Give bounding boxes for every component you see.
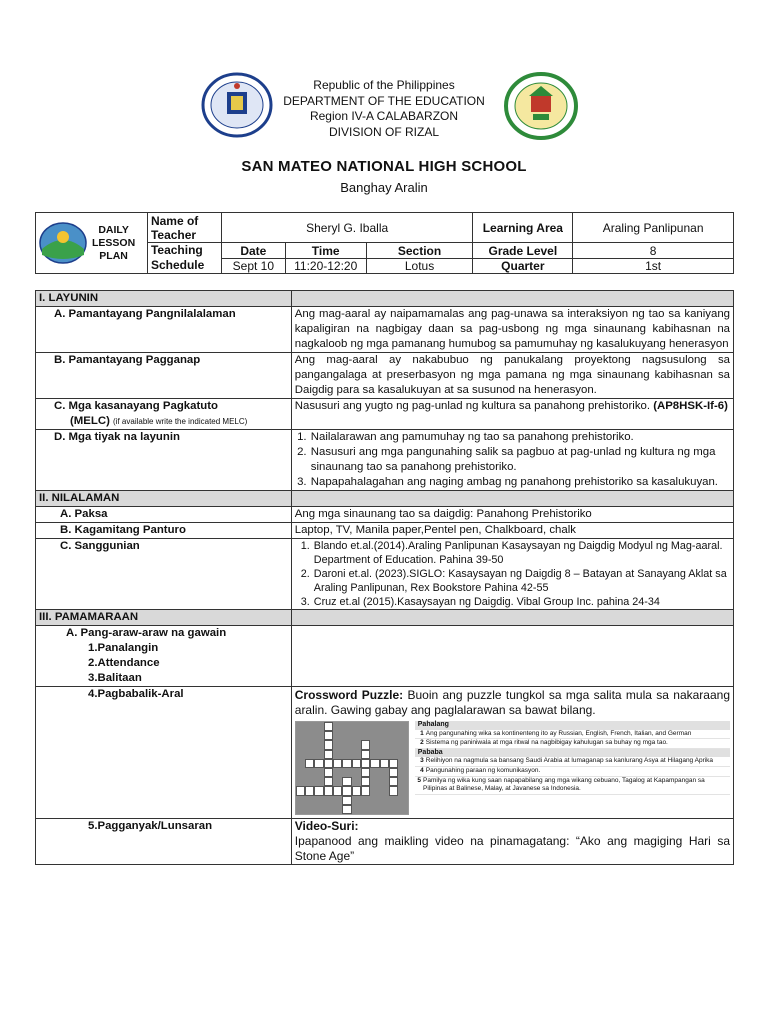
layunin-c-label: C. Mga kasanayang Pagkatuto (54, 400, 218, 412)
layunin-c-value (291, 399, 733, 430)
dlp-label-daily: DAILY (98, 223, 129, 236)
crossword-cell (342, 722, 351, 731)
lesson-info-table (35, 212, 734, 274)
quarter-value: 1st (573, 259, 734, 274)
crossword-cell (380, 722, 389, 731)
layunin-c-text: Nasusuri ang yugto ng pag-unlad ng kultura sa panahong prehistoriko. (294, 400, 651, 412)
layunin-c-code: (AP8HSK-If-6) (653, 400, 728, 412)
reference-item-1: 1. Blando et.al.(2014).Araling Panlipunan Kasaysayan ng Daigdig Modyul ng Mag-aaral. Department of Education. Pahina 39-50 (313, 539, 730, 567)
section-nilalaman-title: II. NILALAMAN (36, 491, 292, 507)
crossword-cell[interactable] (389, 786, 398, 795)
crossword-cell[interactable] (352, 759, 361, 768)
header-line-4: DIVISION OF RIZAL (328, 124, 439, 139)
crossword-cell (291, 687, 733, 819)
crossword-cell (324, 805, 333, 814)
crossword-cell (398, 786, 407, 795)
name-label: Name of Teacher (147, 213, 221, 243)
crossword-cell[interactable] (361, 750, 370, 759)
pamamaraan-a-label: A. Pang-araw-araw na gawain (66, 627, 227, 639)
layunin-c-cell (36, 399, 292, 430)
crossword-cell (380, 750, 389, 759)
routine-item-2: 2.Attendance (88, 657, 160, 669)
section-label: Section (366, 243, 473, 259)
crossword-cell[interactable] (305, 786, 314, 795)
crossword-cell (324, 796, 333, 805)
layunin-b-label: B. Pamantayang Pagganap (36, 353, 292, 399)
clue-text: Sistema ng paniniwala at mga ritwal na nagbibigay kahulugan sa buhay ng mga tao. (425, 739, 668, 747)
video-cell (291, 819, 733, 865)
crossword-cell (305, 777, 314, 786)
crossword-cell (352, 750, 361, 759)
crossword-cell[interactable] (324, 722, 333, 731)
crossword-cell[interactable] (305, 759, 314, 768)
crossword-cell (370, 731, 379, 740)
clue-number: 5 (417, 776, 422, 784)
grade-label: Grade Level (473, 243, 573, 259)
crossword-cell (370, 768, 379, 777)
step4-label: 4.Pagbabalik-Aral (36, 687, 292, 819)
crossword-cell (380, 768, 389, 777)
crossword-cell (296, 722, 305, 731)
crossword-cell (370, 777, 379, 786)
crossword-cell (361, 731, 370, 740)
header-line-2: DEPARTMENT OF THE EDUCATION (283, 93, 485, 108)
crossword-cell[interactable] (370, 759, 379, 768)
crossword-cell (389, 740, 398, 749)
pamamaraan-a-cell (36, 626, 292, 687)
crossword-cell (296, 759, 305, 768)
reference-item-3: 3. Cruz et.al (2015).Kasaysayan ng Daigdig. Vibal Group Inc. pahina 24-34 (313, 595, 730, 609)
crossword-cell (296, 796, 305, 805)
crossword-cell[interactable] (342, 759, 351, 768)
crossword-cell (333, 777, 342, 786)
crossword-cell (352, 722, 361, 731)
nilalaman-b-label: B. Kagamitang Panturo (36, 523, 292, 539)
objective-item-2: 2. Nasusuri ang mga pangunahing salik sa pagbuo at pag-unlad ng kultura ng mga sinaunang tao sa panahong prehistoriko. (310, 445, 730, 475)
crossword-cell[interactable] (342, 786, 351, 795)
crossword-cell (370, 750, 379, 759)
crossword-cell (398, 740, 407, 749)
crossword-cell (370, 786, 379, 795)
crossword-cell (333, 740, 342, 749)
crossword-cell (342, 731, 351, 740)
crossword-cell[interactable] (314, 759, 323, 768)
crossword-cell (305, 731, 314, 740)
date-label: Date (221, 243, 285, 259)
crossword-cell (380, 731, 389, 740)
crossword-cell (296, 731, 305, 740)
crossword-grid[interactable] (295, 721, 409, 815)
layunin-a-text: Ang mag-aaral ay naipamamalas ang pag-unawa sa interaksiyon ng tao sa kaniyang kapaligiran na nagbigay daan sa pag-usbong ng mga sinaunang kabihasnan na nagkaloob ng mga pamanang humubog sa pamumuhay ng kasalukuyang henerasyon (291, 307, 733, 353)
crossword-cell (296, 777, 305, 786)
crossword-cell (389, 796, 398, 805)
clue-text: Ang pangunahing wika sa kontinenteng ito ay Russian, English, French, Italian, and German (425, 729, 692, 737)
clue-number: 2 (420, 739, 424, 747)
crossword-cell (398, 759, 407, 768)
layunin-d-list (291, 430, 733, 491)
dlp-cell (36, 213, 148, 274)
crossword-cell (352, 740, 361, 749)
nilalaman-c-label: C. Sanggunian (36, 539, 292, 610)
clue-number: 3 (420, 757, 424, 765)
schedule-label: Teaching Schedule (147, 243, 221, 274)
crossword-cell (333, 796, 342, 805)
school-name: SAN MATEO NATIONAL HIGH SCHOOL (241, 158, 527, 175)
crossword-cell (398, 805, 407, 814)
crossword-cell[interactable] (324, 786, 333, 795)
crossword-cell[interactable] (324, 731, 333, 740)
crossword-cell (361, 722, 370, 731)
crossword-cell (389, 731, 398, 740)
crossword-cell[interactable] (361, 777, 370, 786)
layunin-c-note: (if available write the indicated MELC) (113, 417, 248, 426)
crossword-cell[interactable] (361, 740, 370, 749)
crossword-cell[interactable] (352, 786, 361, 795)
crossword-cell (352, 768, 361, 777)
crossword-cell (314, 750, 323, 759)
teacher-name: Sheryl G. Iballa (221, 213, 473, 243)
crossword-cell (296, 750, 305, 759)
crossword-cell (314, 740, 323, 749)
crossword-cell (305, 750, 314, 759)
crossword-cell[interactable] (333, 759, 342, 768)
nilalaman-c-list (291, 539, 733, 610)
crossword-cell[interactable] (314, 786, 323, 795)
nilalaman-a-text: Ang mga sinaunang tao sa daigdig: Panahong Prehistoriko (291, 507, 733, 523)
crossword-cell (380, 796, 389, 805)
crossword-cell (352, 796, 361, 805)
crossword-cell (389, 805, 398, 814)
nilalaman-b-text: Laptop, TV, Manila paper,Pentel pen, Chalkboard, chalk (291, 523, 733, 539)
lesson-plan-table (35, 290, 734, 865)
crossword-cell (352, 731, 361, 740)
routine-item-3: 3.Balitaan (88, 672, 142, 684)
crossword-cell[interactable] (324, 750, 333, 759)
crossword-cell (361, 796, 370, 805)
crossword-cell (398, 750, 407, 759)
date-value: Sept 10 (221, 259, 285, 274)
crossword-cell[interactable] (342, 805, 351, 814)
crossword-cell (314, 796, 323, 805)
section-pamamaraan-title: III. PAMAMARAAN (36, 610, 292, 626)
crossword-cell[interactable] (296, 786, 305, 795)
learning-area-label: Learning Area (473, 213, 573, 243)
crossword-clues (415, 721, 730, 815)
crossword-cell[interactable] (342, 777, 351, 786)
clue-heading-pababa: Pababa (415, 749, 730, 758)
crossword-cell (380, 786, 389, 795)
crossword-cell (314, 731, 323, 740)
crossword-cell (333, 805, 342, 814)
crossword-cell[interactable] (389, 768, 398, 777)
crossword-cell (342, 750, 351, 759)
layunin-a-label: A. Pamantayang Pangnilalalaman (36, 307, 292, 353)
clue-text: Relihiyon na nagmula sa bansang Saudi Arabia at lumaganap sa kanlurang Asya at Hilagang Aprika (425, 757, 714, 765)
layunin-b-text: Ang mag-aaral ay nakabubuo ng panukalang proyektong nagsusulong sa pangangalaga at preserbasyon ng mga pamana ng mga sinaunang kabihasnan sa Daigdig para sa kasalukuyan at sa susunod na henerasyon. (291, 353, 733, 399)
clue-number: 4 (420, 766, 424, 774)
crossword-cell (333, 750, 342, 759)
crossword-cell[interactable] (361, 786, 370, 795)
crossword-cell[interactable] (324, 768, 333, 777)
crossword-cell (398, 731, 407, 740)
dlp-label-plan: PLAN (99, 249, 128, 262)
crossword-cell[interactable] (389, 759, 398, 768)
quarter-label: Quarter (473, 259, 573, 274)
video-title: Video-Suri: (294, 819, 359, 833)
crossword-cell[interactable] (342, 796, 351, 805)
video-text: Ipapanood ang maikling video na pinamagatang: “Ako ang magiging Hari sa Stone Age” (294, 834, 730, 863)
crossword-cell[interactable] (324, 740, 333, 749)
dlp-label-lesson: LESSON (92, 236, 136, 249)
objective-item-1: 1. Nailalarawan ang pamumuhay ng tao sa panahong prehistoriko. (310, 430, 730, 445)
crossword-cell (389, 722, 398, 731)
document-subtitle: Banghay Aralin (340, 180, 428, 195)
crossword-cell (333, 731, 342, 740)
crossword-cell (305, 805, 314, 814)
crossword-instructions: Buoin ang puzzle tungkol sa mga salita mula sa nakaraang aralin. Gawing gabay ang paglalarawan sa bawat bilang. (294, 688, 730, 717)
crossword-cell (398, 768, 407, 777)
crossword-cell (380, 777, 389, 786)
crossword-cell (352, 777, 361, 786)
learning-area: Araling Panlipunan (573, 213, 734, 243)
crossword-cell (370, 740, 379, 749)
crossword-cell (370, 805, 379, 814)
crossword-cell (342, 768, 351, 777)
crossword-cell (342, 740, 351, 749)
crossword-cell[interactable] (380, 759, 389, 768)
section-layunin-title: I. LAYUNIN (36, 291, 292, 307)
routine-item-1: 1.Panalangin (88, 642, 159, 654)
crossword-cell (305, 722, 314, 731)
nilalaman-a-label: A. Paksa (36, 507, 292, 523)
crossword-cell (352, 805, 361, 814)
reference-item-2: 2. Daroni et.al. (2023).SIGLO: Kasaysayan ng Daigdig 8 – Batayan at Sanayang Aklat sa Araling Panlipunan, Rex Bookstore Pahina 42-55 (313, 567, 730, 595)
crossword-cell (314, 722, 323, 731)
crossword-cell (296, 768, 305, 777)
crossword-cell (296, 740, 305, 749)
crossword-cell[interactable] (361, 759, 370, 768)
clue-heading-pahalang: Pahalang (415, 721, 730, 730)
crossword-cell[interactable] (324, 759, 333, 768)
crossword-cell (398, 777, 407, 786)
crossword-cell (398, 722, 407, 731)
crossword-cell (305, 796, 314, 805)
header-line-3: Region IV-A CALABARZON (309, 109, 459, 123)
clue-number: 1 (420, 729, 424, 737)
crossword-cell (296, 805, 305, 814)
crossword-cell (370, 796, 379, 805)
crossword-cell (370, 722, 379, 731)
crossword-cell (380, 740, 389, 749)
time-value: 11:20-12:20 (285, 259, 366, 274)
crossword-cell (305, 768, 314, 777)
clue-text: Pangunahing paraan ng komunikasyon. (425, 766, 541, 774)
crossword-cell (314, 805, 323, 814)
dlp-logo (38, 221, 88, 265)
crossword-cell (361, 805, 370, 814)
header-line-1: Republic of the Philippines (313, 78, 455, 92)
crossword-cell[interactable] (324, 777, 333, 786)
grade-level: 8 (573, 243, 734, 259)
crossword-title: Crossword Puzzle: (294, 688, 404, 702)
crossword-cell (314, 777, 323, 786)
crossword-cell[interactable] (389, 777, 398, 786)
crossword-cell (333, 768, 342, 777)
layunin-d-label: D. Mga tiyak na layunin (36, 430, 292, 491)
objective-item-3: 3. Napapahalagahan ang naging ambag ng panahong prehistoriko sa kasalukuyan. (310, 475, 730, 490)
crossword-cell (305, 740, 314, 749)
time-label: Time (285, 243, 366, 259)
crossword-cell (380, 805, 389, 814)
crossword-cell (314, 768, 323, 777)
crossword-cell (389, 750, 398, 759)
section-value: Lotus (366, 259, 473, 274)
crossword-cell[interactable] (333, 786, 342, 795)
crossword-cell (333, 722, 342, 731)
crossword-cell[interactable] (361, 768, 370, 777)
step5-label: 5.Pagganyak/Lunsaran (36, 819, 292, 865)
layunin-c-sub: (MELC) (70, 415, 110, 427)
crossword-cell (398, 796, 407, 805)
clue-text: Pamilya ng wika kung saan napapabilang ang mga wikang cebuano, Tagalog at Kapampangan sa Pilipinas at Balinese, Malay, at Javanese sa Indonesia. (423, 776, 705, 793)
